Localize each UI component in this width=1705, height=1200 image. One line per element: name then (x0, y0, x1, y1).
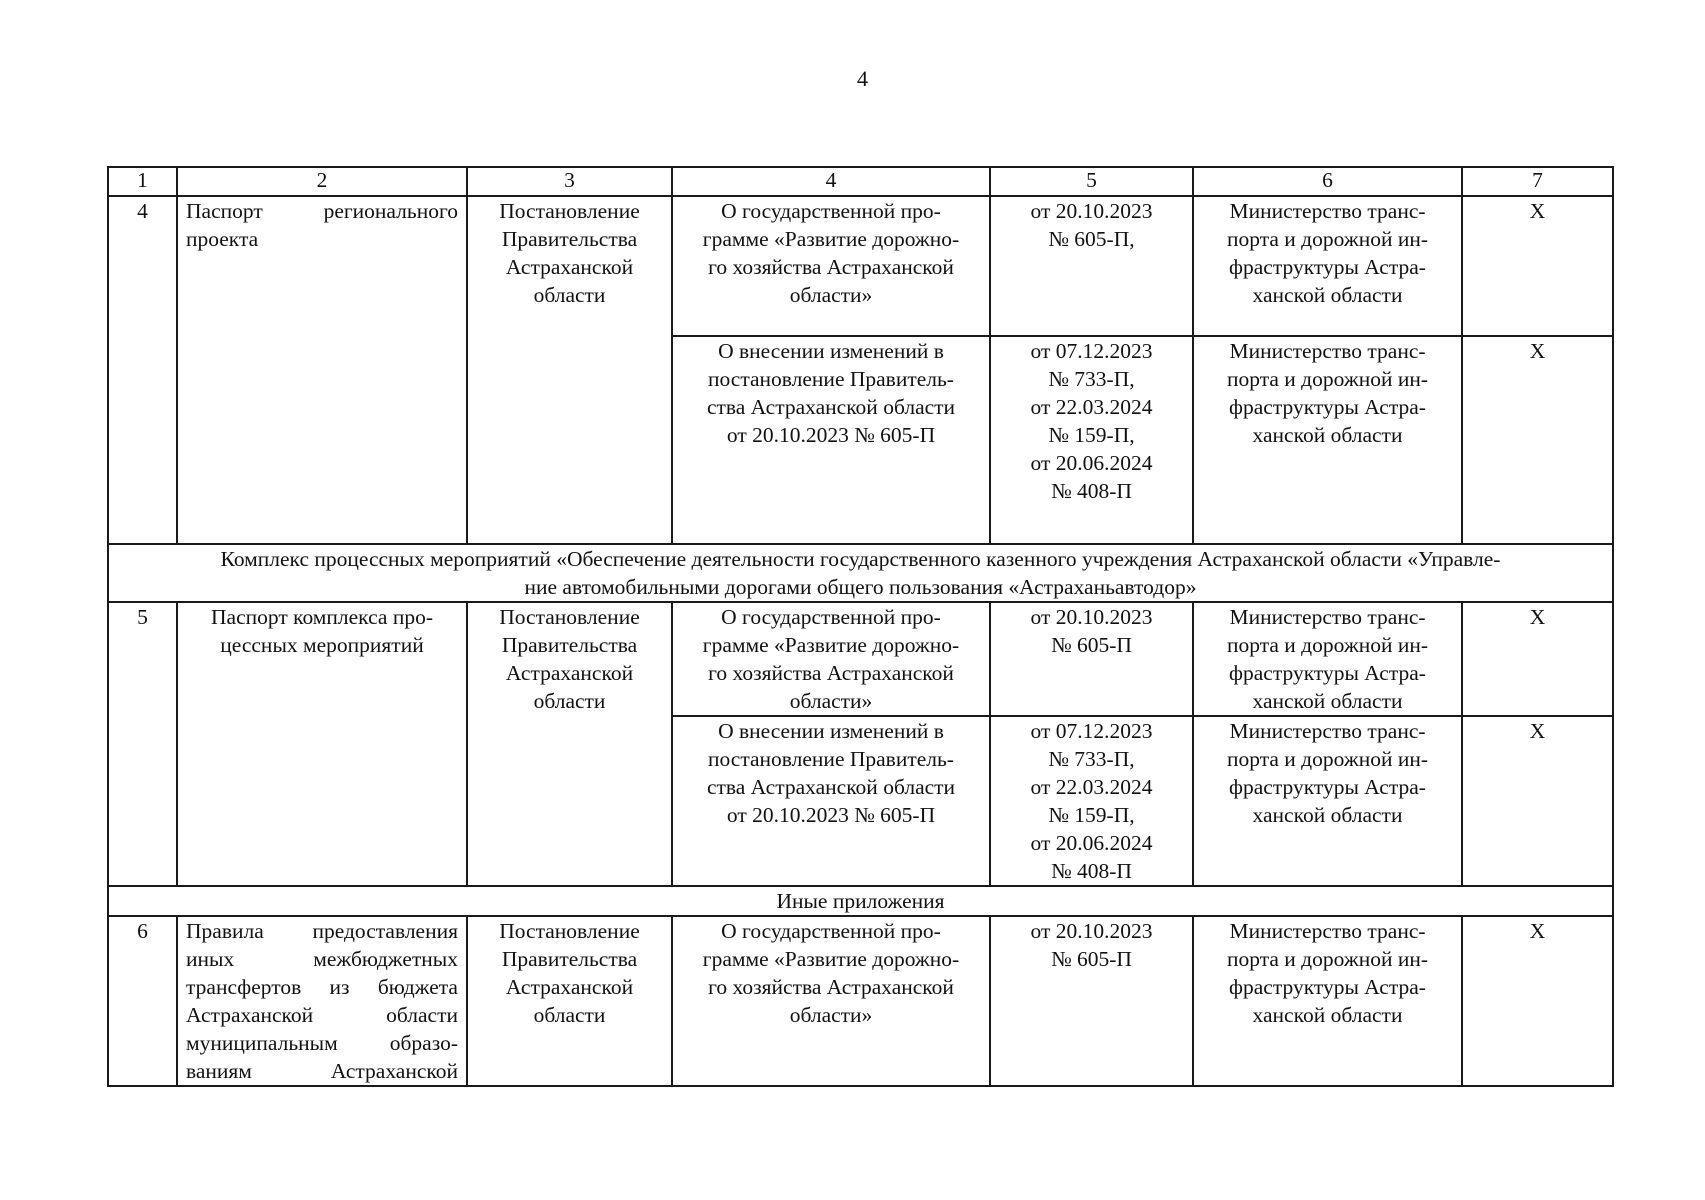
mark-cell: X (1462, 336, 1613, 544)
mark-cell: X (1462, 196, 1613, 336)
act-date: от 07.12.2023 № 733-П, от 22.03.2024 № 159-П, от 20.06.2024 № 408-П (990, 336, 1193, 544)
header-row (108, 167, 1613, 196)
section-title: Комплекс процессных мероприятий «Обеспечение деятельности государственного казенного учреждения Астраханской области «Управле- ние автомобильными дорогами общего пользования «Астраханьавтодор» (108, 544, 1613, 602)
act-date: от 20.10.2023 № 605-П (990, 916, 1193, 1086)
document-name-word: трансфертов (186, 975, 302, 999)
section-title: Иные приложения (108, 886, 1613, 916)
document-name-word: Правила (186, 919, 264, 943)
act-date: от 20.10.2023 № 605-П, (990, 196, 1193, 336)
act-title: О государственной про- грамме «Развитие дорожно- го хозяйства Астраханской области» (672, 196, 990, 336)
document-name (177, 196, 467, 544)
responsible-org: Министерство транс- порта и дорожной ин- фраструктуры Астра- ханской области (1193, 916, 1462, 1086)
document-name-word: Астраханской (330, 1059, 458, 1083)
document-name-word: области (386, 1003, 458, 1027)
act-title: О внесении изменений в постановление Правитель- ства Астраханской области от 20.10.2023 № 605-П (672, 716, 990, 886)
document-name-word: регионального (323, 199, 458, 223)
act-date: от 20.10.2023 № 605-П (990, 602, 1193, 716)
page-number: 4 (857, 66, 868, 91)
col-header-5: 5 (990, 167, 1193, 196)
row-number: 4 (108, 196, 177, 544)
document-name-word: бюджета (377, 975, 458, 999)
responsible-org: Министерство транс- порта и дорожной ин- фраструктуры Астра- ханской области (1193, 196, 1462, 336)
document-name-word: иных (186, 947, 235, 971)
responsible-org: Министерство транс- порта и дорожной ин- фраструктуры Астра- ханской области (1193, 602, 1462, 716)
section-row (108, 544, 1613, 602)
responsible-org: Министерство транс- порта и дорожной ин- фраструктуры Астра- ханской области (1193, 716, 1462, 886)
act-title: О государственной про- грамме «Развитие дорожно- го хозяйства Астраханской области» (672, 602, 990, 716)
document-name-word: Астраханской (186, 1003, 314, 1027)
document-name (177, 916, 467, 1086)
col-header-3: 3 (467, 167, 672, 196)
act-type: Постановление Правительства Астраханской области (467, 916, 672, 1086)
document-name-word: межбюджетных (313, 947, 458, 971)
col-header-6: 6 (1193, 167, 1462, 196)
col-header-4: 4 (672, 167, 990, 196)
table-row (108, 916, 1613, 1086)
document-name-word: ваниям (186, 1059, 252, 1083)
document-name-word: проекта (186, 227, 259, 251)
document-name-word: образо- (389, 1031, 458, 1055)
mark-cell: X (1462, 716, 1613, 886)
act-type: Постановление Правительства Астраханской области (467, 196, 672, 544)
row-number: 6 (108, 916, 177, 1086)
document-name: Паспорт комплекса про- цессных мероприятий (177, 602, 467, 886)
mark-cell: X (1462, 916, 1613, 1086)
col-header-1: 1 (108, 167, 177, 196)
section-row (108, 886, 1613, 916)
mark-cell: X (1462, 602, 1613, 716)
act-title: О внесении изменений в постановление Правитель- ства Астраханской области от 20.10.2023 № 605-П (672, 336, 990, 544)
document-name-word: из (329, 975, 350, 999)
responsible-org: Министерство транс- порта и дорожной ин- фраструктуры Астра- ханской области (1193, 336, 1462, 544)
row-number: 5 (108, 602, 177, 886)
document-name-word: муниципальным (186, 1031, 338, 1055)
act-date: от 07.12.2023 № 733-П, от 22.03.2024 № 159-П, от 20.06.2024 № 408-П (990, 716, 1193, 886)
document-name-word: Паспорт (186, 199, 263, 223)
col-header-7: 7 (1462, 167, 1613, 196)
table-row (108, 602, 1613, 716)
act-title: О государственной про- грамме «Развитие дорожно- го хозяйства Астраханской области» (672, 916, 990, 1086)
document-name-word: предоставления (312, 919, 458, 943)
col-header-2: 2 (177, 167, 467, 196)
table-row (108, 196, 1613, 336)
act-type: Постановление Правительства Астраханской области (467, 602, 672, 886)
documents-table (107, 166, 1614, 1087)
